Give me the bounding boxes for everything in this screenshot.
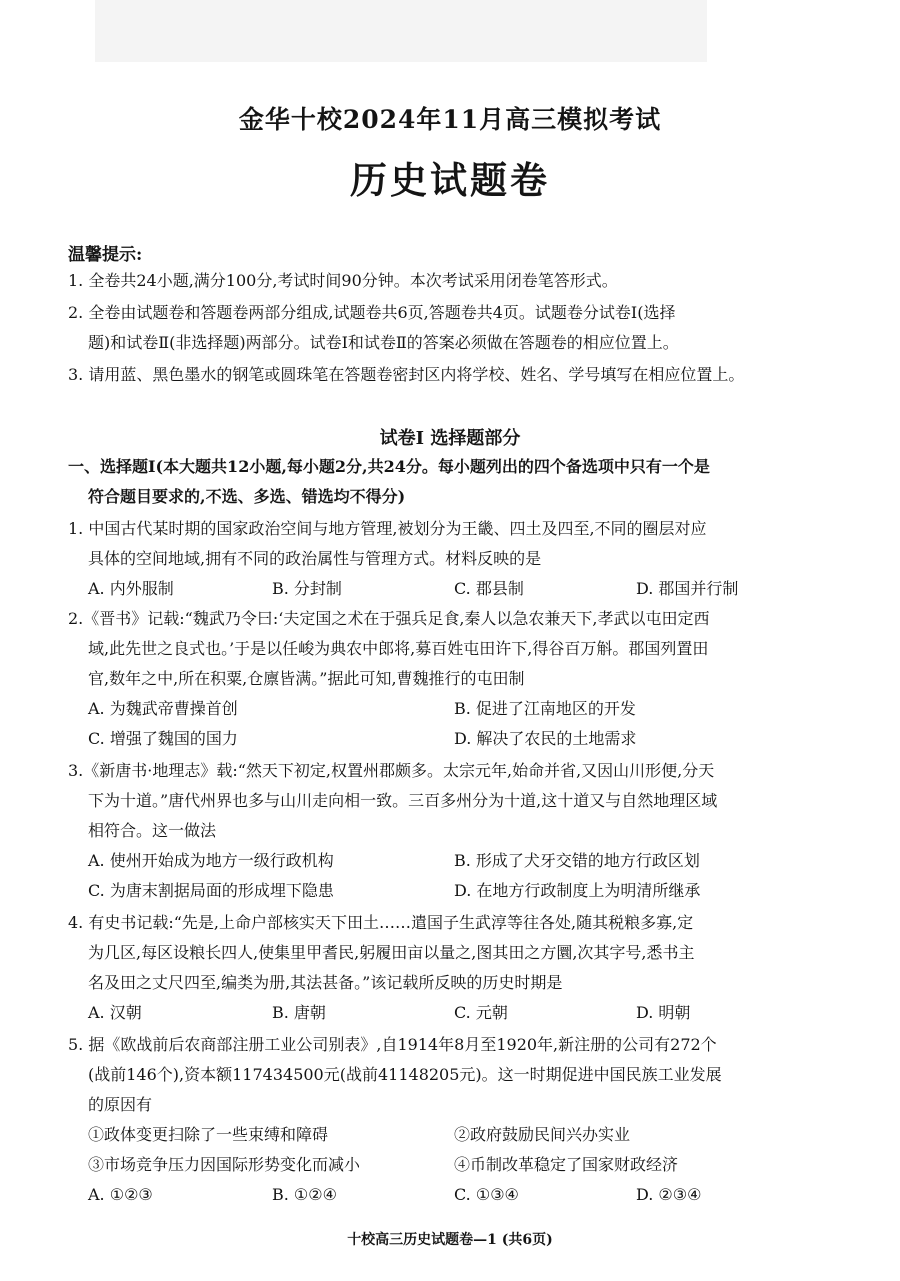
question-4-stem: 名及田之丈尺四至,编类为册,其法甚备。”该记载所反映的历史时期是 [88, 973, 563, 992]
question-5-stem: (战前146个),资本额117434500元(战前41148205元)。这一时期促进中国民族工业发展 [88, 1065, 722, 1084]
tip-line: 2. 全卷由试题卷和答题卷两部分组成,试题卷共6页,答题卷共4页。试题卷分试卷Ⅰ(选择 [68, 303, 676, 322]
question-2-stem: 官,数年之中,所在积粟,仓廪皆满。”据此可知,曹魏推行的屯田制 [88, 669, 525, 688]
question-3-stem: 3.《新唐书·地理志》载:“然天下初定,权置州郡颇多。太宗元年,始命并省,又因山川形便,分天 [68, 761, 715, 780]
tip-line: 3. 请用蓝、黑色墨水的钢笔或圆珠笔在答题卷密封区内将学校、姓名、学号填写在相应位置上。 [68, 365, 745, 384]
q5-option-c[interactable]: C. ①③④ [454, 1185, 519, 1204]
q5-statement-3: ③市场竞争压力因国际形势变化而减小 [88, 1155, 361, 1174]
question-4-stem: 为几区,每区设粮长四人,使集里甲耆民,躬履田亩以量之,图其田之方圜,次其字号,悉书主 [88, 943, 695, 962]
q4-option-b[interactable]: B. 唐朝 [272, 1003, 326, 1022]
question-5-stem: 5. 据《欧战前后农商部注册工业公司别表》,自1914年8月至1920年,新注册的公司有272个 [68, 1035, 717, 1054]
q4-option-c[interactable]: C. 元朝 [454, 1003, 508, 1022]
question-5-stem: 的原因有 [88, 1095, 153, 1114]
q5-option-a[interactable]: A. ①②③ [88, 1185, 153, 1204]
section-intro: 符合题目要求的,不选、多选、错选均不得分) [88, 487, 406, 506]
question-1-stem: 具体的空间地域,拥有不同的政治属性与管理方式。材料反映的是 [88, 549, 542, 568]
q5-statement-4: ④币制改革稳定了国家财政经济 [454, 1155, 679, 1174]
section-title: 试卷Ⅰ 选择题部分 [379, 428, 521, 449]
q3-option-b[interactable]: B. 形成了犬牙交错的地方行政区划 [454, 851, 700, 870]
q5-statement-1: ①政体变更扫除了一些束缚和障碍 [88, 1125, 329, 1144]
q5-option-b[interactable]: B. ①②④ [272, 1185, 337, 1204]
question-2-stem: 2.《晋书》记载:“魏武乃令曰:‘夫定国之术在于强兵足食,秦人以急农兼天下,孝武以屯田定西 [68, 609, 710, 628]
q3-option-a[interactable]: A. 使州开始成为地方一级行政机构 [88, 851, 334, 870]
q1-option-a[interactable]: A. 内外服制 [88, 579, 174, 598]
q4-option-a[interactable]: A. 汉朝 [88, 1003, 142, 1022]
question-2-stem: 域,此先世之良式也。’于是以任峻为典农中郎将,募百姓屯田许下,得谷百万斛。郡国列置田 [88, 639, 709, 658]
tips-heading: 温馨提示: [68, 245, 143, 265]
q3-option-c[interactable]: C. 为唐末割据局面的形成埋下隐患 [88, 881, 334, 900]
q3-option-d[interactable]: D. 在地方行政制度上为明清所继承 [454, 881, 701, 900]
question-3-stem: 相符合。这一做法 [88, 821, 217, 840]
q1-option-d[interactable]: D. 郡国并行制 [636, 579, 739, 598]
scan-top-strip [95, 0, 707, 62]
exam-title: 金华十校2024年11月高三模拟考试 [238, 105, 662, 134]
question-1-stem: 1. 中国古代某时期的国家政治空间与地方管理,被划分为王畿、四土及四至,不同的圈层对应 [68, 519, 707, 538]
q4-option-d[interactable]: D. 明朝 [636, 1003, 691, 1022]
q2-option-c[interactable]: C. 增强了魏国的国力 [88, 729, 238, 748]
tip-line: 题)和试卷Ⅱ(非选择题)两部分。试卷Ⅰ和试卷Ⅱ的答案必须做在答题卷的相应位置上。 [88, 333, 679, 352]
q1-option-c[interactable]: C. 郡县制 [454, 579, 524, 598]
question-4-stem: 4. 有史书记载:“先是,上命户部核实天下田土……遣国子生武淳等往各处,随其税粮多寡,定 [68, 913, 694, 932]
q5-option-d[interactable]: D. ②③④ [636, 1185, 702, 1204]
tip-line: 1. 全卷共24小题,满分100分,考试时间90分钟。本次考试采用闭卷笔答形式。 [68, 271, 618, 290]
q1-option-b[interactable]: B. 分封制 [272, 579, 342, 598]
exam-subject-title: 历史试题卷 [350, 158, 550, 202]
page-footer: 十校高三历史试题卷—1 (共6页) [347, 1232, 553, 1248]
q5-statement-2: ②政府鼓励民间兴办实业 [454, 1125, 631, 1144]
q2-option-d[interactable]: D. 解决了农民的土地需求 [454, 729, 637, 748]
q2-option-a[interactable]: A. 为魏武帝曹操首创 [88, 699, 238, 718]
q2-option-b[interactable]: B. 促进了江南地区的开发 [454, 699, 636, 718]
question-3-stem: 下为十道。”唐代州界也多与山川走向相一致。三百多州分为十道,这十道又与自然地理区域 [88, 791, 718, 810]
section-intro: 一、选择题Ⅰ(本大题共12小题,每小题2分,共24分。每小题列出的四个备选项中只有一个是 [68, 457, 710, 476]
